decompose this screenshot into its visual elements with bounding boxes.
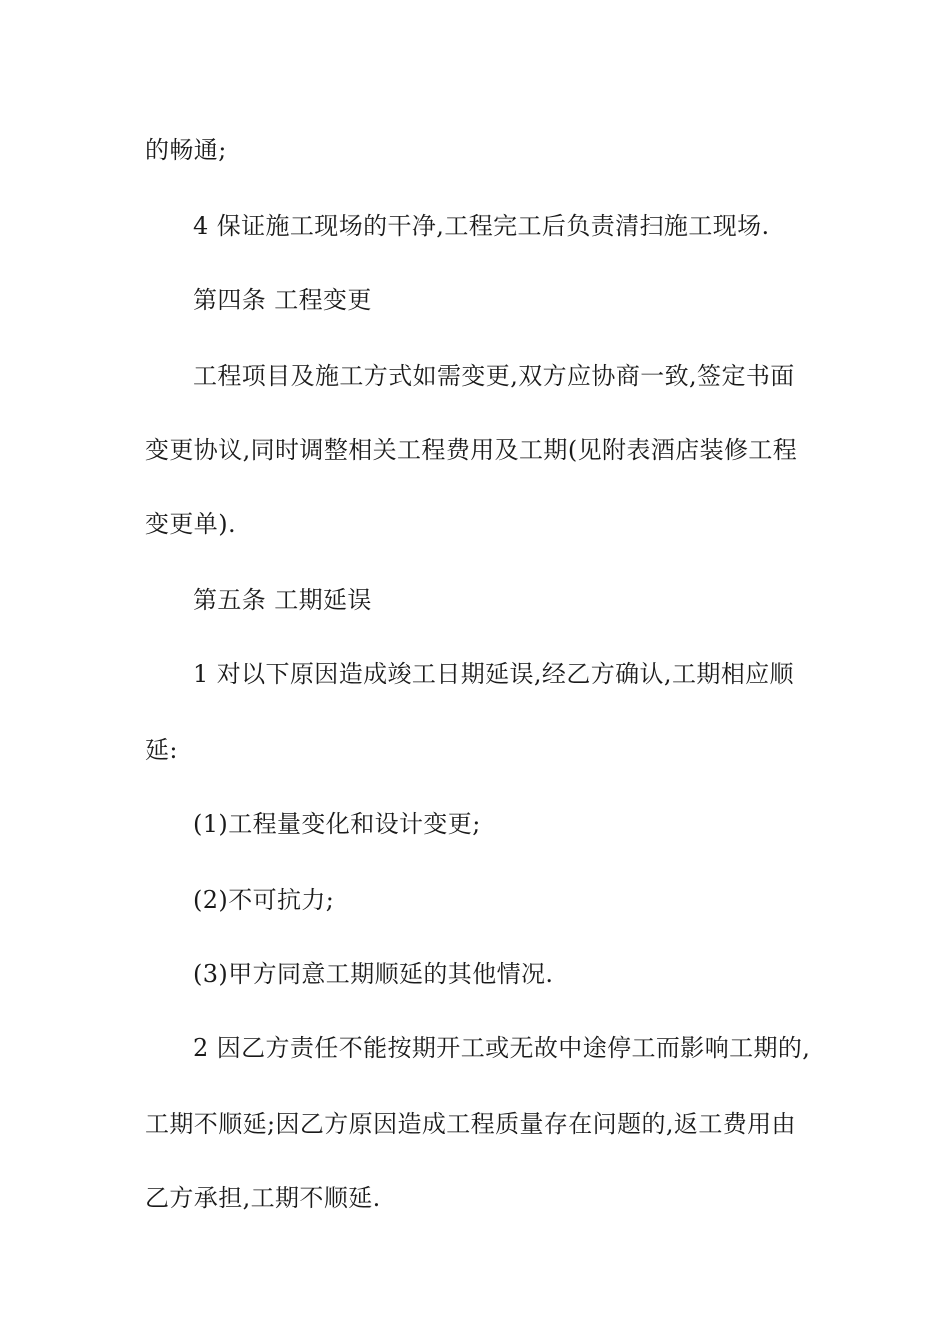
section-heading: 第四条 工程变更: [193, 286, 372, 314]
text-line: 乙方承担,工期不顺延.: [145, 1184, 381, 1212]
text-line: 工程项目及施工方式如需变更,双方应协商一致,签定书面: [193, 362, 795, 390]
section-heading: 第五条 工期延误: [193, 586, 372, 614]
text-line: 变更单).: [145, 510, 236, 538]
text-line: 2 因乙方责任不能按期开工或无故中途停工而影响工期的,: [193, 1034, 811, 1062]
text-line: 变更协议,同时调整相关工程费用及工期(见附表酒店装修工程: [145, 436, 798, 464]
list-item: (2)不可抗力;: [193, 886, 335, 914]
text-line: 的畅通;: [145, 136, 227, 164]
text-line: 4 保证施工现场的干净,工程完工后负责清扫施工现场.: [193, 212, 770, 240]
text-line: 延:: [145, 736, 178, 764]
text-line: 工期不顺延;因乙方原因造成工程质量存在问题的,返工费用由: [145, 1110, 796, 1138]
list-item: (3)甲方同意工期顺延的其他情况.: [193, 960, 554, 988]
text-line: 1 对以下原因造成竣工日期延误,经乙方确认,工期相应顺: [193, 660, 794, 688]
list-item: (1)工程量变化和设计变更;: [193, 810, 481, 838]
